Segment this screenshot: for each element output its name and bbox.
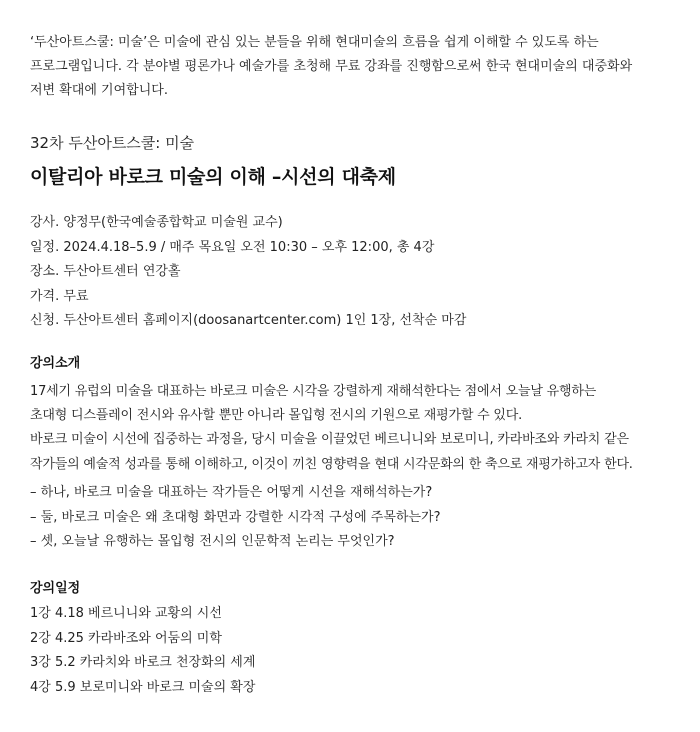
program-intro: [30, 31, 632, 103]
intro-questions: [30, 481, 440, 555]
info-price: 가격. 무료: [30, 288, 89, 304]
question-item: – 셋, 오늘날 유행하는 몰입형 전시의 인문학적 논리는 무엇인가?: [30, 534, 395, 549]
schedule-list: [30, 602, 255, 700]
lecture-info: [30, 211, 466, 334]
info-lecturer: 강사. 양정무(한국예술종합학교 미술원 교수): [30, 215, 283, 230]
schedule-section-heading: 강의일정: [30, 581, 81, 596]
question-item: – 하나, 바로크 미술을 대표하는 작가들은 어떻게 시선을 재해석하는가?: [30, 485, 433, 500]
intro-section-heading: 강의소개: [30, 356, 81, 371]
info-date: 일정. 2024.4.18–5.9 / 매주 목요일 오전 10:30 – 오후 12:00, 총 4강: [30, 239, 435, 255]
intro-line: ‘두산아트스쿨: 미술’은 미술에 관심 있는 분들을 위해 현대미술의 흐름을 쉽게 이해할 수 있도록 하는: [30, 35, 599, 50]
question-item: – 둘, 바로크 미술은 왜 초대형 화면과 강렬한 시각적 구성에 주목하는가?: [30, 509, 441, 525]
intro-section-body: [30, 380, 633, 477]
schedule-item: 2강 4.25 카라바조와 어둠의 미학: [30, 630, 222, 646]
series-label: 32차 두산아트스쿨: 미술: [30, 134, 195, 152]
intro-body-line: 초대형 디스플레이 전시와 유사할 뿐만 아니라 몰입형 전시의 기원으로 재평가할 수 있다.: [30, 408, 523, 424]
intro-body-line: 작가들의 예술적 성과를 통해 이해하고, 이것이 끼친 영향력을 현대 시각문화의 한 축으로 재평가하고자 한다.: [30, 456, 633, 472]
schedule-item: 3강 5.2 카라치와 바로크 천장화의 세계: [30, 655, 256, 670]
intro-line: 프로그램입니다. 각 분야별 평론가나 예술가를 초청해 무료 강좌를 진행함으로써 한국 현대미술의 대중화와: [30, 59, 633, 74]
intro-line: 저변 확대에 기여합니다.: [30, 83, 168, 98]
info-apply: 신청. 두산아트센터 홈페이지(doosanartcenter.com) 1인 1장, 선착순 마감: [30, 313, 467, 328]
schedule-item: 4강 5.9 보로미니와 바로크 미술의 확장: [30, 679, 256, 695]
info-venue: 장소. 두산아트센터 연강홀: [30, 264, 181, 279]
schedule-item: 1강 4.18 베르니니와 교황의 시선: [30, 606, 222, 621]
intro-body-line: 17세기 유럽의 미술을 대표하는 바로크 미술은 시각을 강렬하게 재해석한다는 점에서 오늘날 유행하는: [30, 384, 597, 399]
intro-body-line: 바로크 미술이 시선에 집중하는 과정을, 당시 미술을 이끌었던 베르니니와 보로미니, 카라바조와 카라치 같은: [30, 432, 629, 448]
lecture-title: 이탈리아 바로크 미술의 이해 –시선의 대축제: [30, 166, 396, 188]
